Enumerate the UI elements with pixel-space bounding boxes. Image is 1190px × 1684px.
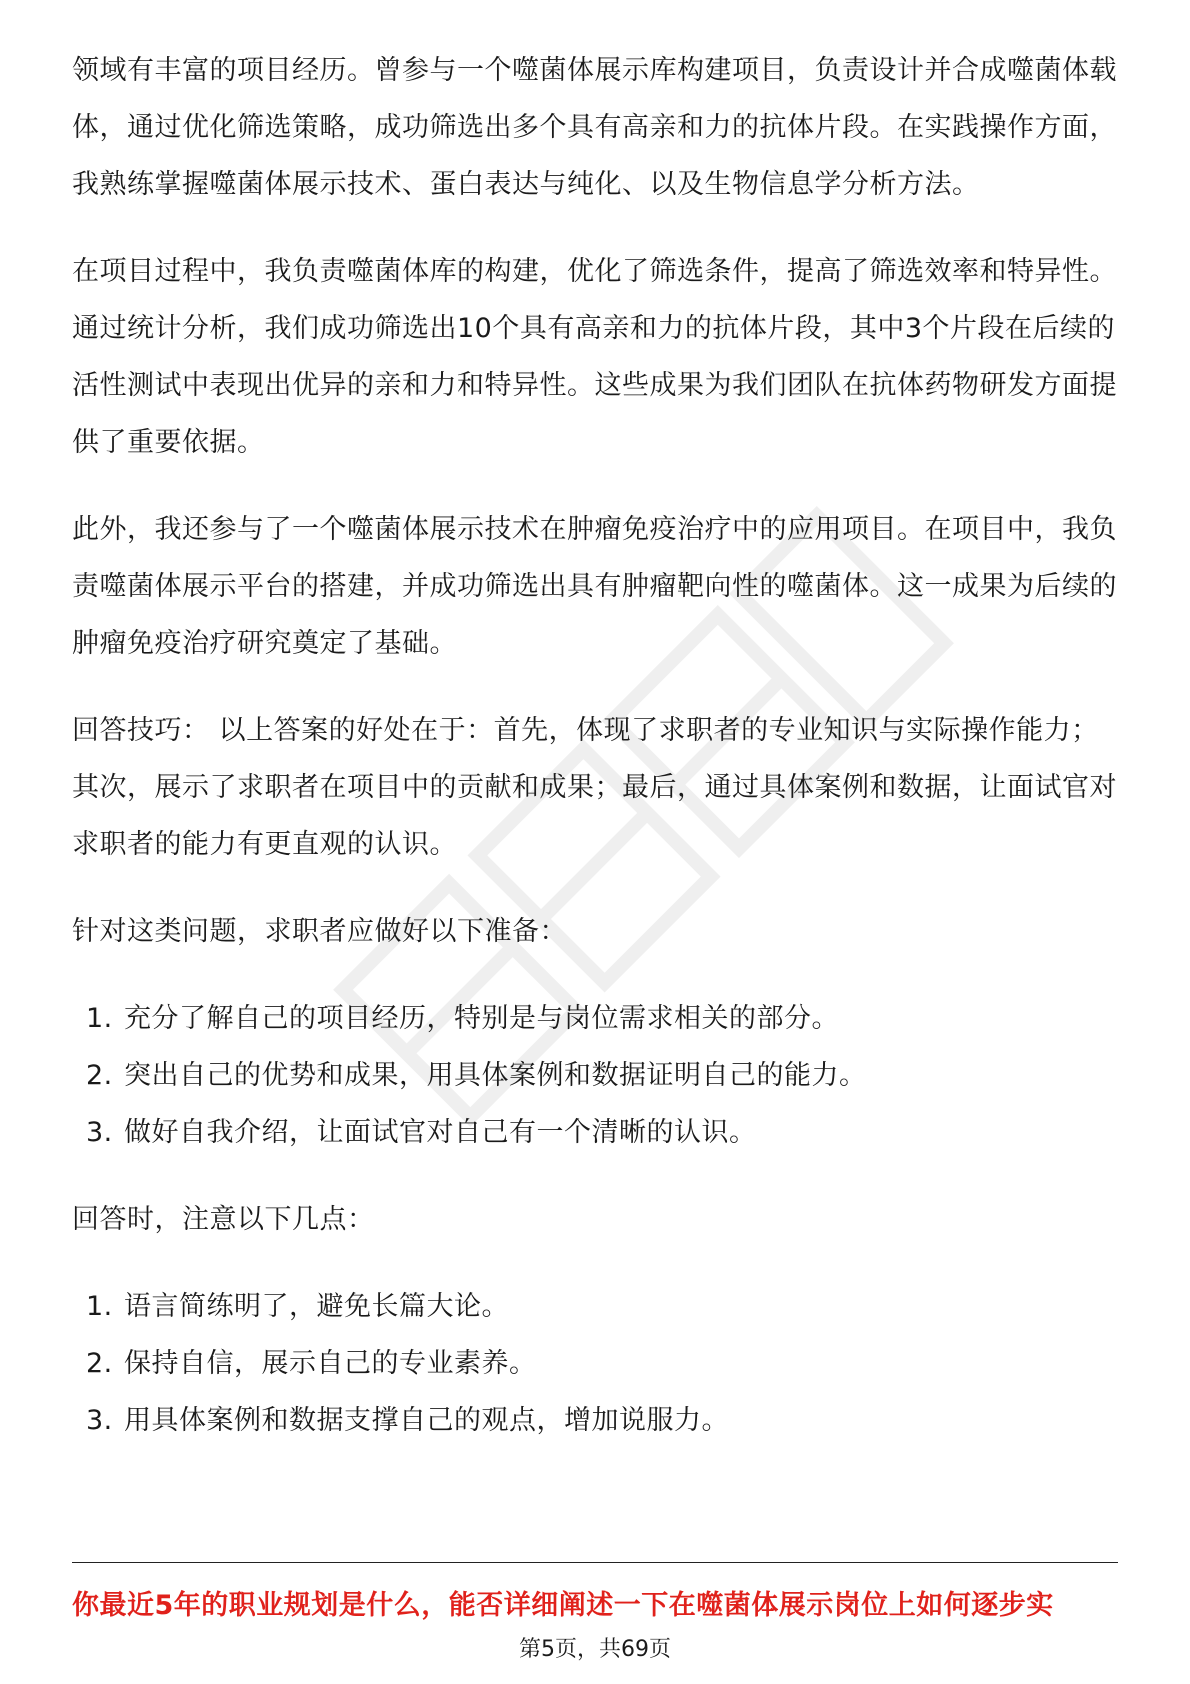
tips-list xyxy=(72,1278,1118,1449)
list-number: 2. xyxy=(86,1348,113,1379)
list-item xyxy=(72,1104,1118,1161)
list-number: 3. xyxy=(86,1405,113,1436)
list-item xyxy=(72,1335,1118,1392)
page-number: 第5页，共69页 xyxy=(519,1637,671,1662)
paragraph-experience: 领域有丰富的项目经历。曾参与一个噬菌体展示库构建项目，负责设计并合成噬菌体载体，通过优化筛选策略，成功筛选出多个具有高亲和力的抗体片段。在实践操作方面，我熟练掌握噬菌体展示技术、蛋白表达与纯化、以及生物信息学分析方法。 xyxy=(72,55,1117,200)
list-text: 充分了解自己的项目经历，特别是与岗位需求相关的部分。 xyxy=(124,1003,839,1034)
list-text: 突出自己的优势和成果，用具体案例和数据证明自己的能力。 xyxy=(124,1060,867,1091)
paragraph-other-project: 此外，我还参与了一个噬菌体展示技术在肿瘤免疫治疗中的应用项目。在项目中，我负责噬菌体展示平台的搭建，并成功筛选出具有肿瘤靶向性的噬菌体。这一成果为后续的肿瘤免疫治疗研究奠定了基础。 xyxy=(72,514,1117,659)
list-number: 1. xyxy=(86,1003,113,1034)
list-number: 1. xyxy=(86,1291,113,1322)
main-content xyxy=(72,42,1118,1479)
list-number: 2. xyxy=(86,1060,113,1091)
list-item xyxy=(72,990,1118,1047)
prep-intro: 针对这类问题，求职者应做好以下准备： xyxy=(72,916,567,947)
prep-list xyxy=(72,990,1118,1161)
list-number: 3. xyxy=(86,1117,113,1148)
list-item xyxy=(72,1392,1118,1449)
paragraph-project-process: 在项目过程中，我负责噬菌体库的构建，优化了筛选条件，提高了筛选效率和特异性。通过统计分析，我们成功筛选出10个具有高亲和力的抗体片段，其中3个片段在后续的活性测试中表现出优异的亲和力和特异性。这些成果为我们团队在抗体药物研发方面提供了重要依据。 xyxy=(72,256,1117,458)
tips-intro: 回答时，注意以下几点： xyxy=(72,1204,375,1235)
list-text: 保持自信，展示自己的专业素养。 xyxy=(124,1348,537,1379)
list-text: 用具体案例和数据支撑自己的观点，增加说服力。 xyxy=(124,1405,729,1436)
list-item xyxy=(72,1278,1118,1335)
list-text: 做好自我介绍，让面试官对自己有一个清晰的认识。 xyxy=(124,1117,757,1148)
paragraph-answer-tips: 回答技巧： 以上答案的好处在于：首先，体现了求职者的专业知识与实际操作能力；其次，展示了求职者在项目中的贡献和成果；最后，通过具体案例和数据，让面试官对求职者的能力有更直观的认识。 xyxy=(72,715,1117,860)
list-item xyxy=(72,1047,1118,1104)
list-text: 语言简练明了，避免长篇大论。 xyxy=(124,1291,509,1322)
next-question-heading: 你最近5年的职业规划是什么，能否详细阐述一下在噬菌体展示岗位上如何逐步实 xyxy=(72,1590,1054,1621)
footer-divider xyxy=(72,1562,1118,1563)
